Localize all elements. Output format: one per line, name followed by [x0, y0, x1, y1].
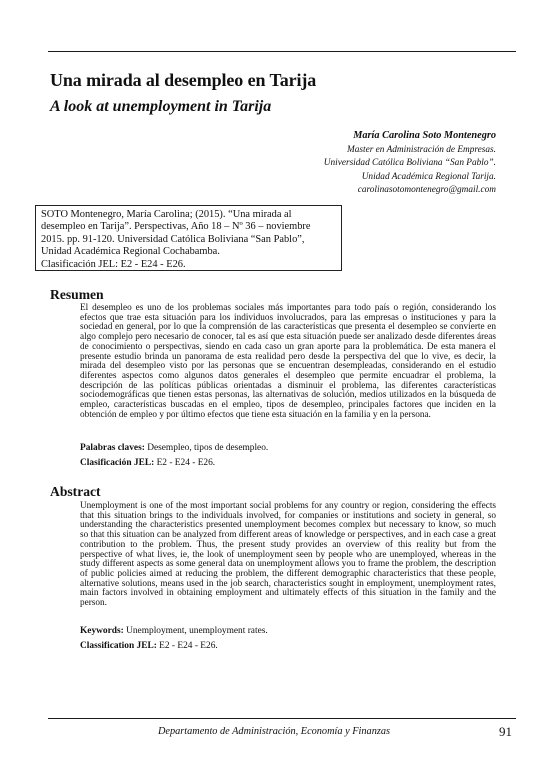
- abstract-keywords-value: Unemployment, unemployment rates.: [126, 626, 268, 636]
- resumen-keywords: [80, 443, 268, 453]
- abstract-jel: [80, 641, 218, 651]
- author-email: carolinasotomontenegro@gmail.com: [357, 185, 496, 196]
- resumen-body: El desempleo es uno de los problemas sociales más importantes para todo país o región, considerando los efectos que trae esta situación para los individuos involucrados, para las empresas o instituciones y para la sociedad en general, por lo que la comprensión de las características que presenta el desempleo se convierte en algo complejo pero necesario de conocer, tal es así que esta situación puede ser analizado desde diferentes áreas de conocimiento o perspectivas, siendo en cada caso un gran aporte para la problemática. De esta manera el presente estudio brinda un panorama de esta realidad pero desde la perspectiva del que lo vive, es decir, la mirada del desempleo visto por las personas que se encuentran desempleadas, considerando en el estudio diferentes aspectos como algunos datos generales el desempleo que permite encuadrar el problema, la descripción de las políticas públicas orientadas a disminuir el problema, las diferentes características sociodemográficas que tienen estas personas, las alternativas de solución, medios utilizados en la búsqueda de empleo, características buscadas en el empleo, tipos de desempleo, principales factores que inciden en la obtención de empleo y por último efectos que tiene esta situación en la familia y en la persona.: [80, 303, 496, 420]
- resumen-keywords-value: Desempleo, tipos de desempleo.: [147, 443, 269, 453]
- abstract-keywords-label: Keywords:: [80, 626, 124, 636]
- abstract-heading: Abstract: [50, 484, 101, 499]
- author-block: [324, 129, 496, 198]
- citation-line: SOTO Montenegro, María Carolina; (2015). “Una mirada al: [41, 209, 292, 220]
- author-name: María Carolina Soto Montenegro: [353, 130, 496, 141]
- citation-line: desempleo en Tarija”. Perspectivas, Año 18 – Nº 36 – noviembre: [41, 221, 311, 233]
- citation-line: Unidad Académica Regional Cochabamba.: [41, 246, 220, 258]
- article-subtitle: A look at unemployment in Tarija: [50, 98, 272, 115]
- citation-line: 2015. pp. 91-120. Universidad Católica Boliviana “San Pablo”,: [41, 233, 305, 245]
- resumen-heading: Resumen: [50, 287, 104, 302]
- resumen-jel-label: Clasificación JEL:: [80, 458, 155, 468]
- resumen-keywords-label: Palabras claves:: [80, 443, 145, 453]
- article-title: Una mirada al desempleo en Tarija: [50, 70, 317, 90]
- author-affiliation-line: Master en Administración de Empresas.: [347, 144, 496, 155]
- citation-line: Clasificación JEL: E2 - E24 - E26.: [41, 258, 186, 270]
- abstract-jel-value: E2 - E24 - E26.: [159, 641, 218, 651]
- footer-department: Departamento de Administración, Economía y Finanzas: [157, 726, 391, 737]
- abstract-body: Unemployment is one of the most important social problems for any country or region, considering the effects that this situation brings to the individuals involved, for companies or institutions and society in general, so understanding the characteristics presented unemployment becomes complex but necessary to know, so much so that this situation can be analyzed from different areas of knowledge or perspectives, and in each case a great contribution to the problem. Thus, the present study provides an overview of this reality but from the perspective of what lives, ie, the look of unemployment seen by people who are unemployed, whereas in the study different aspects as some general data on unemployment allows you to frame the problem, the description of public policies aimed at reducing the problem, the different demographic characteristics that these people, alternative solutions, means used in the job search, characteristics sought in employment, unemployment rates, main factors involved in obtaining employment and ultimately effects of this situation in the family and the person.: [80, 501, 496, 609]
- page-number: 91: [499, 724, 512, 739]
- bottom-rule: [48, 718, 516, 719]
- top-rule: [48, 51, 516, 52]
- abstract-jel-label: Classification JEL:: [80, 641, 157, 651]
- author-affiliation-line: Unidad Académica Regional Tarija.: [361, 171, 496, 182]
- resumen-jel: [80, 458, 215, 468]
- citation-box: [35, 205, 342, 271]
- author-affiliation-line: Universidad Católica Boliviana “San Pablo”.: [323, 158, 496, 169]
- abstract-keywords: [80, 626, 268, 636]
- resumen-jel-value: E2 - E24 - E26.: [156, 458, 216, 468]
